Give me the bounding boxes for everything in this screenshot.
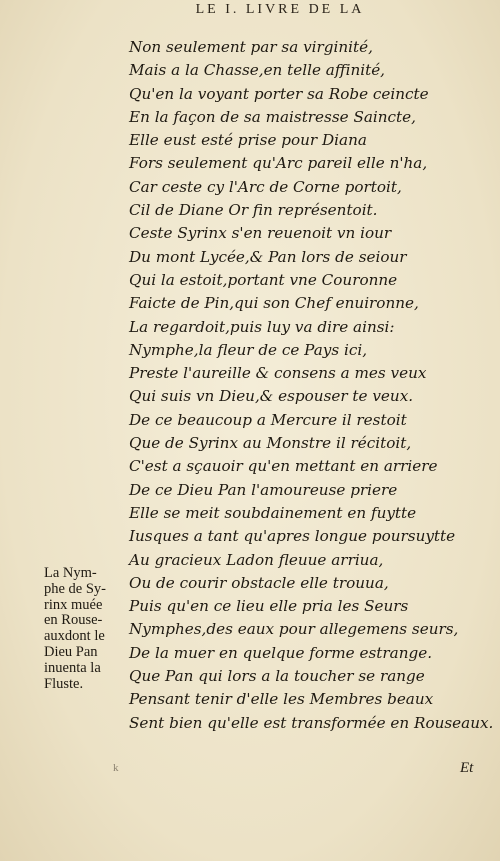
verse-line: Preste l'aureille & consens a mes veux [129, 364, 427, 383]
marginal-gloss [44, 566, 128, 692]
gloss-line: rinx muée [44, 596, 103, 613]
verse-line: Mais a la Chasse,en telle affinité, [129, 61, 386, 80]
verse-line: De ce beaucoup a Mercure il restoit [129, 410, 407, 429]
gloss-line: Dieu Pan [44, 643, 98, 660]
verse-line: Car ceste cy l'Arc de Corne portoit, [129, 177, 402, 196]
verse-line: Que Pan qui lors a la toucher se range [129, 667, 425, 686]
verse-line: Nymphe,la fleur de ce Pays ici, [129, 340, 368, 359]
gloss-line: La Nym- [44, 565, 97, 581]
verse-line: Qui suis vn Dieu,& espouser te veux. [129, 387, 414, 406]
verse-block [129, 36, 494, 735]
verse-line: Puis qu'en ce lieu elle pria les Seurs [129, 597, 409, 616]
verse-line: Que de Syrinx au Monstre il récitoit, [129, 434, 412, 453]
verse-line: Non seulement par sa virginité, [129, 38, 373, 56]
verse-line: Pensant tenir d'elle les Membres beaux [129, 690, 434, 709]
verse-line: Elle se meit soubdainement en fuytte [129, 503, 417, 522]
verse-line: Cil de Diane Or fin représentoit. [129, 201, 378, 220]
signature-mark: k [113, 762, 119, 774]
gloss-line: inuenta la [44, 659, 101, 676]
verse-line: Au gracieux Ladon fleuue arriua, [129, 550, 384, 569]
gloss-line: en Rouse- [44, 612, 103, 629]
verse-line: Ou de courir obstacle elle trouua, [129, 573, 389, 592]
verse-line: Ceste Syrinx s'en reuenoit vn iour [129, 224, 392, 243]
verse-line: La regardoit,puis luy va dire ainsi: [129, 317, 395, 336]
verse-line: Faicte de Pin,qui son Chef enuironne, [129, 294, 419, 313]
verse-line: Elle eust esté prise pour Diana [129, 131, 367, 150]
verse-line: De ce Dieu Pan l'amoureuse priere [129, 480, 398, 499]
verse-line: Qui la estoit,portant vne Couronne [129, 270, 398, 289]
verse-line: Iusques a tant qu'apres longue poursuytte [129, 527, 456, 546]
gloss-line: auxdont le [44, 628, 105, 645]
gloss-line: Fluste. [44, 675, 84, 692]
running-head: LE I. LIVRE DE LA [195, 2, 365, 17]
verse-line: C'est a sçauoir qu'en mettant en arriere [129, 457, 438, 476]
catchword: Et [460, 760, 474, 776]
verse-line: Du mont Lycée,& Pan lors de seiour [129, 247, 407, 266]
gloss-line: phe de Sy- [44, 580, 107, 597]
verse-line: De la muer en quelque forme estrange. [129, 643, 433, 662]
verse-line: Nymphes,des eaux pour allegemens seurs, [129, 620, 459, 639]
verse-line: Fors seulement qu'Arc pareil elle n'ha, [129, 154, 428, 173]
verse-line: En la façon de sa maistresse Saincte, [129, 107, 416, 126]
verse-line: Sent bien qu'elle est transformée en Rouseaux. [129, 713, 494, 732]
verse-line: Qu'en la voyant porter sa Robe ceincte [129, 84, 429, 103]
